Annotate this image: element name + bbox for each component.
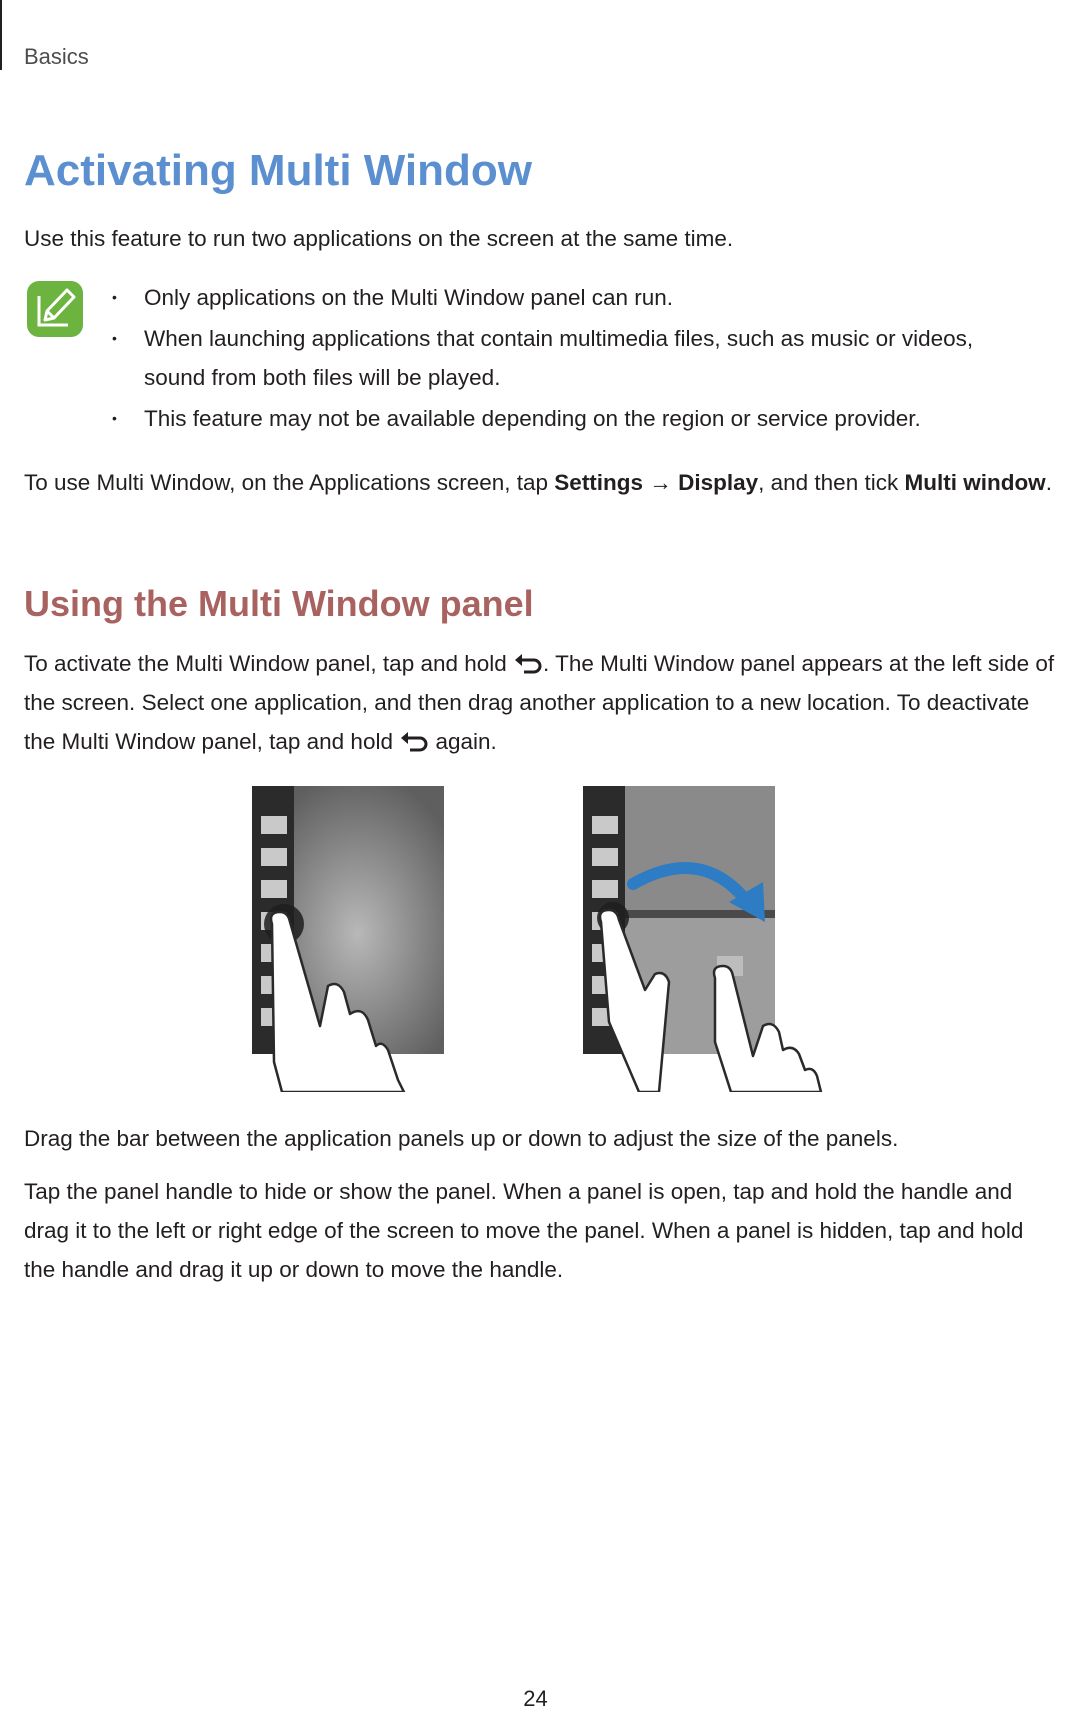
page-title: Activating Multi Window: [24, 146, 532, 195]
multi-window-term: Multi window: [904, 470, 1046, 495]
drag-bar-paragraph: Drag the bar between the application panels up or down to adjust the size of the panels.: [24, 1126, 899, 1151]
multi-window-panel-open-illustration: [252, 786, 462, 1097]
note-bullet: • This feature may not be available depending on the region or service provider.: [112, 399, 1034, 438]
activation-paragraph: To use Multi Window, on the Applications screen, tap Settings → Display, and then tick Multi window.: [24, 470, 1052, 495]
header-rule: [0, 0, 2, 70]
note-bullet: • When launching applications that contain multimedia files, such as music or videos, sound from both files will be played.: [112, 319, 1034, 397]
note-bullet-list: [112, 278, 1034, 438]
intro-text: Use this feature to run two applications on the screen at the same time.: [24, 226, 734, 251]
section-label: Basics: [24, 44, 89, 69]
display-term: Display: [678, 470, 759, 495]
section-subheading: Using the Multi Window panel: [24, 583, 534, 624]
back-icon: [399, 730, 429, 752]
back-icon: [513, 652, 543, 674]
settings-term: Settings: [554, 470, 644, 495]
panel-paragraph: To activate the Multi Window panel, tap and hold . The Multi Window panel appears at the left side of the screen. Select one application, and then drag another application to a new location. To deactivate the Multi Window panel, tap and hold again.: [24, 651, 1055, 754]
note-bullet: • Only applications on the Multi Window panel can run.: [112, 278, 1034, 317]
note-pencil-icon: [26, 280, 84, 338]
page-number: 24: [523, 1686, 548, 1711]
panel-handle-paragraph: Tap the panel handle to hide or show the panel. When a panel is open, tap and hold the handle and drag it to the left or right edge of the screen to move the panel. When a panel is hidden, tap and hold the handle and drag it up or down to move the handle.: [24, 1179, 1024, 1282]
drag-application-illustration: [583, 786, 843, 1097]
